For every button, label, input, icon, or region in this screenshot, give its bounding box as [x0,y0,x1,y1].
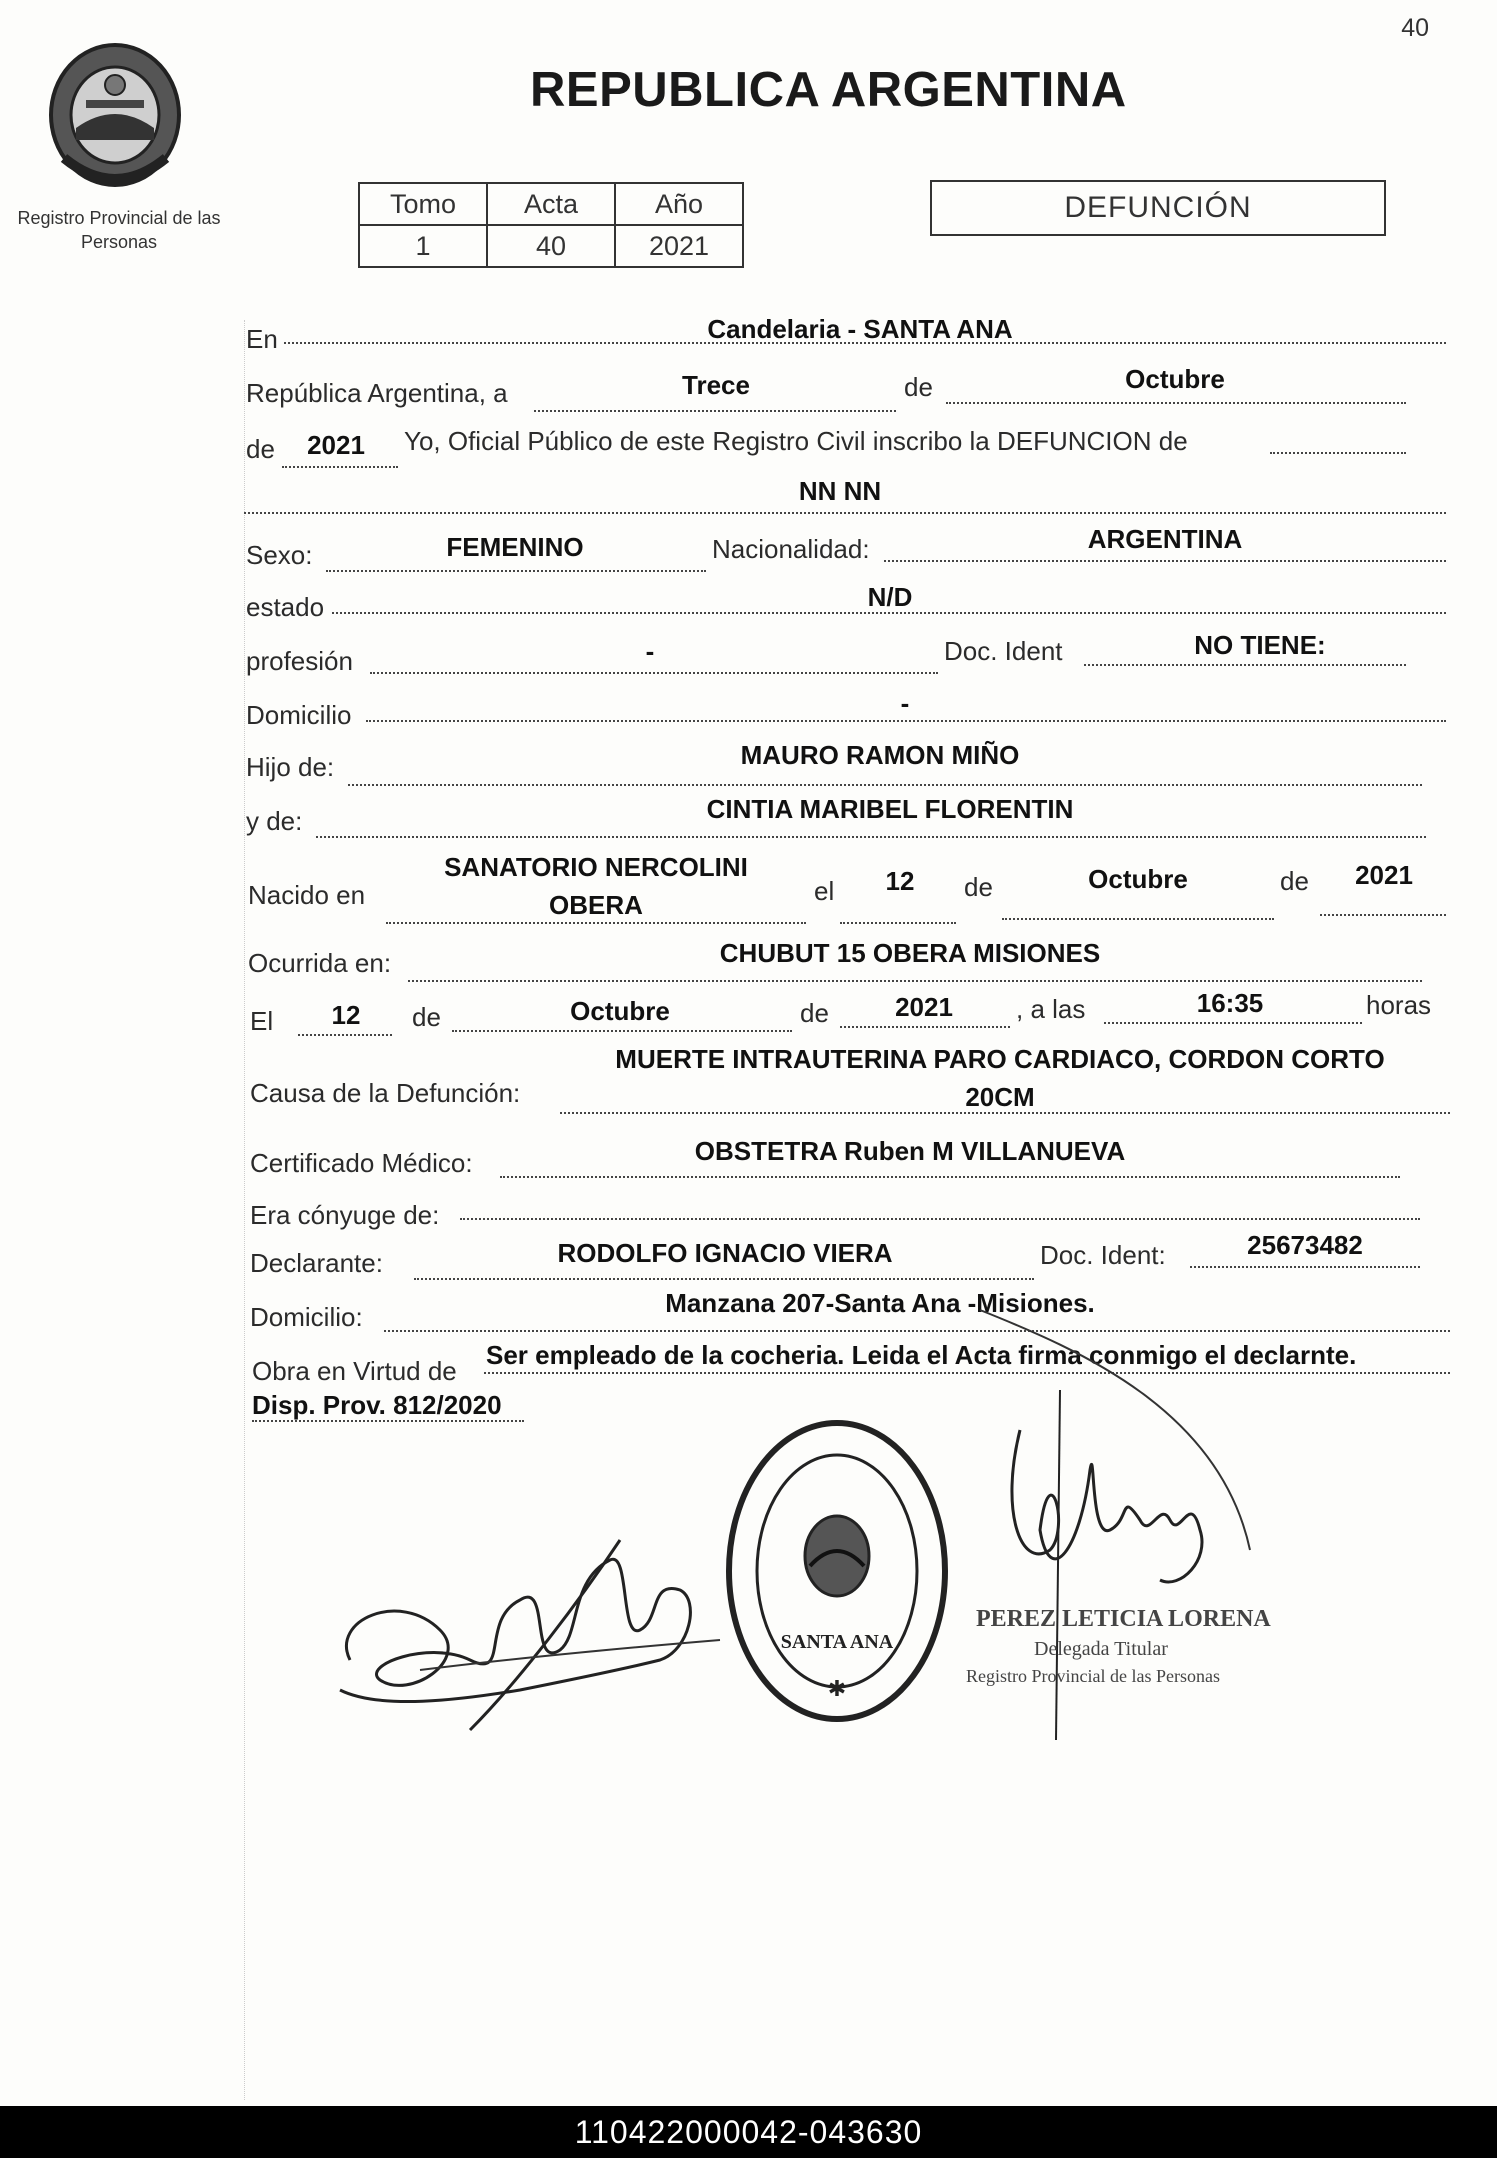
field-certificado: OBSTETRA Ruben M VILLANUEVA [694,1136,1126,1166]
label-de-nac-anio: de [1280,866,1309,896]
field-def-dia: 12 [331,1000,361,1030]
dotted-line [326,570,706,572]
field-hora: 16:35 [1196,988,1264,1018]
field-declarante: RODOLFO IGNACIO VIERA [557,1238,893,1268]
dotted-line [408,980,1422,982]
label-doc-ident: Doc. Ident [944,636,1063,666]
dotted-line [946,402,1406,404]
header-tomo: Tomo [359,183,487,225]
dotted-line [1104,1022,1362,1024]
dotted-line [460,1218,1420,1220]
dotted-line [252,1420,524,1422]
label-el: el [814,876,835,906]
registry-table [358,182,744,268]
official-seal [722,1416,952,1726]
field-def-anio: 2021 [895,992,953,1022]
label-a-las: , a las [1016,994,1086,1024]
header-anio: Año [615,183,743,225]
dotted-line [1270,452,1406,454]
label-de-def: de [412,1002,441,1032]
field-sexo: FEMENINO [446,532,584,562]
label-declarante-doc: Doc. Ident: [1040,1240,1166,1270]
label-certificado: Certificado Médico: [250,1148,473,1178]
dotted-line [1320,914,1446,916]
dotted-line [840,922,956,924]
label-conyuge: Era cónyuge de: [250,1200,440,1230]
field-domicilio: - [900,688,910,718]
label-de: de [904,372,933,402]
field-declarante-doc: 25673482 [1247,1230,1363,1260]
dotted-line [384,1330,1450,1332]
dotted-line [560,1112,1450,1114]
document-type-box: DEFUNCIÓN [930,180,1386,236]
field-obra-1: Ser empleado de la cocheria. Leida el Acta firma conmigo el declarnte. [486,1340,1357,1370]
field-mes: Octubre [1125,364,1225,394]
dotted-line [370,672,938,674]
label-de-nac: de [964,872,993,902]
dotted-line [1084,664,1406,666]
label-ocurrida-en: Ocurrida en: [248,948,392,978]
dotted-line [500,1176,1400,1178]
field-causa-2: 20CM [965,1082,1035,1112]
dotted-line [298,1034,392,1036]
dotted-line [386,922,806,924]
label-yo: Yo, Oficial Público de este Registro Civil inscribo la DEFUNCION de [404,426,1188,456]
stamp-org: Registro Provincial de las Personas [966,1666,1220,1686]
field-nacido-en-1: SANATORIO NERCOLINI [444,852,748,882]
field-doc-ident: NO TIENE: [1194,630,1326,660]
dotted-line [1190,1266,1420,1268]
field-nac-anio: 2021 [1355,860,1413,890]
label-y-de: y de: [246,806,303,836]
dotted-line [244,512,1446,514]
label-domicilio: Domicilio [246,700,352,730]
label-en: En [246,324,278,354]
dotted-line [884,560,1446,562]
dotted-line [1002,918,1274,920]
misiones-coat-of-arms-logo [46,40,184,190]
dotted-line [534,410,896,412]
label-de-def-anio: de [800,998,829,1028]
value-acta: 40 [487,225,615,267]
label-sexo: Sexo: [246,540,313,570]
field-obra-2: Disp. Prov. 812/2020 [252,1390,502,1420]
field-nac-dia: 12 [885,866,915,896]
seal-center-text: SANTA ANA [780,1631,894,1653]
field-lugar: Candelaria - SANTA ANA [707,314,1013,344]
page-number: 40 [1401,14,1429,42]
label-horas: horas [1366,990,1432,1020]
field-ocurrida-en: CHUBUT 15 OBERA MISIONES [719,938,1101,968]
org-label: Registro Provincial de las Personas [17,208,221,252]
header-acta: Acta [487,183,615,225]
dotted-line [452,1030,792,1032]
svg-text:✱: ✱ [827,1676,847,1701]
stamp-name: PEREZ LETICIA LORENA [976,1606,1271,1632]
dotted-line [348,784,1422,786]
field-nacionalidad: ARGENTINA [1087,524,1243,554]
value-tomo: 1 [359,225,487,267]
label-declarante: Declarante: [250,1248,383,1278]
dotted-line [414,1278,1034,1280]
field-causa-1: MUERTE INTRAUTERINA PARO CARDIACO, CORDON CORTO [615,1044,1385,1074]
declarant-signature [320,1520,740,1740]
field-def-mes: Octubre [570,996,670,1026]
dotted-line [282,466,398,468]
field-anio: 2021 [307,430,365,460]
label-obra: Obra en Virtud de [252,1356,457,1386]
dotted-line [840,1026,1010,1028]
label-de-anio: de [246,434,275,464]
document-title: REPUBLICA ARGENTINA [530,63,1127,117]
field-dia: Trece [682,370,750,400]
label-nacido-en: Nacido en [248,880,366,910]
label-republica: República Argentina, a [246,378,508,408]
field-nacido-en-2: OBERA [549,890,643,920]
value-anio: 2021 [615,225,743,267]
label-nacionalidad: Nacionalidad: [712,534,870,564]
margin-guide [244,320,245,2100]
field-nombre: NN NN [798,476,882,506]
label-el-cap: El [250,1006,274,1036]
dotted-line [316,836,1426,838]
label-estado: estado [246,592,325,622]
label-hijo-de: Hijo de: [246,752,335,782]
label-profesion: profesión [246,646,353,676]
field-nac-mes: Octubre [1088,864,1188,894]
stamp-role: Delegada Titular [1034,1638,1168,1660]
field-padre: MAURO RAMON MIÑO [740,740,1020,770]
field-declarante-domicilio: Manzana 207-Santa Ana -Misiones. [665,1288,1095,1318]
footer-code-bar: 110422000042-043630 [0,2106,1497,2158]
label-causa: Causa de la Defunción: [250,1078,521,1108]
field-madre: CINTIA MARIBEL FLORENTIN [706,794,1074,824]
field-profesion: - [645,636,655,666]
label-domicilio-declarante: Domicilio: [250,1302,363,1332]
dotted-line [366,720,1446,722]
field-estado: N/D [867,582,913,612]
